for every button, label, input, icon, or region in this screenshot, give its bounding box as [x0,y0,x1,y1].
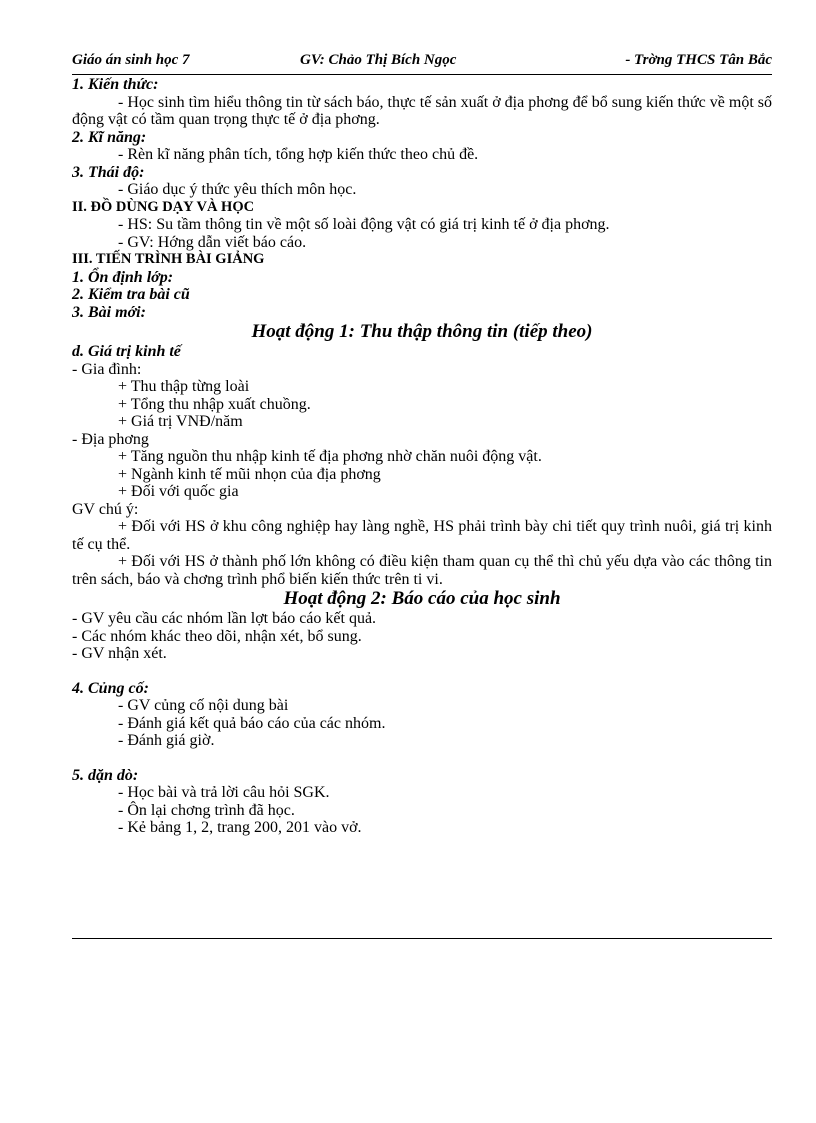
dan-do-item: - Ôn lại chơng trình đã học. [118,801,295,819]
do-dung-item: - HS: Su tầm thông tin về một số loài động vật có giá trị kinh tế ở địa phơng. [118,216,610,233]
dia-phuong-item: + Tăng nguồn thu nhập kinh tế địa phơng nhờ chăn nuôi động vật. [118,448,542,465]
gv-note-item: + Đối với HS ở thành phố lớn không có điều kiện tham quan cụ thể thì chủ yếu dựa vào các thông tin trên sách, báo và chơng trình phổ biến kiến thức trên ti vi. [72,553,772,588]
header-divider [72,74,772,75]
do-dung-item: - GV: Hớng dẫn viết báo cáo. [118,233,307,251]
spacer [72,750,772,767]
gv-note-label: GV chú ý: [72,500,139,518]
dia-phuong-label: - Địa phơng [72,430,149,448]
header-teacher: GV: Chảo Thị Bích Ngọc [300,52,457,68]
section-kien-thuc-text: - Học sinh tìm hiểu thông tin từ sách báo, thực tế sản xuất ở địa phơng để bổ sung kiến thức về một số động vật có tầm quan trọng thực tế ở địa phơng. [72,93,772,128]
gia-dinh-label: - Gia đình: [72,360,142,378]
section-kien-thuc-title: 1. Kiến thức: [72,76,159,93]
header-school: - Trờng THCS Tân Bắc [625,52,772,68]
step-bai-moi: 3. Bài mới: [72,303,146,321]
activity-2-item: - GV yêu cầu các nhóm lần lợt báo cáo kết quả. [72,610,377,627]
step-on-dinh: 1. Ổn định lớp: [72,268,174,286]
activity-1-subtitle: d. Giá trị kinh tế [72,343,181,360]
document-body [72,76,772,837]
dan-do-item: - Học bài và trả lời câu hỏi SGK. [118,784,330,801]
cung-co-item: - Đánh giá giờ. [118,732,215,749]
activity-2-item: - GV nhận xét. [72,645,167,662]
gia-dinh-item: + Giá trị VNĐ/năm [118,413,243,430]
dan-do-item: - Kẻ bảng 1, 2, trang 200, 201 vào vở. [118,819,362,836]
section-tien-trinh-title: III. TIẾN TRÌNH BÀI GIẢNG [72,251,265,267]
gia-dinh-item: + Thu thập từng loài [118,378,250,395]
activity-2-title: Hoạt động 2: Báo cáo của học sinh [283,588,561,609]
gia-dinh-item: + Tổng thu nhập xuất chuồng. [118,395,311,413]
gv-note-item: + Đối với HS ở khu công nghiệp hay làng nghề, HS phải trình bày chi tiết quy trình nuôi, giá trị kinh tế cụ thể. [72,518,772,553]
section-ki-nang-title: 2. Kĩ năng: [72,128,147,146]
cung-co-item: - GV củng cố nội dung bài [118,697,289,714]
dan-do-title: 5. dặn dò: [72,766,139,784]
section-ki-nang-text: - Rèn kĩ năng phân tích, tổng hợp kiến thức theo chủ đề. [118,146,479,163]
activity-1-title: Hoạt động 1: Thu thập thông tin (tiếp theo) [251,321,593,342]
spacer [72,663,772,680]
dia-phuong-item: + Ngành kinh tế mũi nhọn của địa phơng [118,465,381,483]
cung-co-title: 4. Củng cố: [72,679,149,697]
header-subject: Giáo án sinh học 7 [72,52,190,68]
page-header [72,52,772,74]
cung-co-item: - Đánh giá kết quả báo cáo của các nhóm. [118,714,386,732]
footer-divider [72,938,772,939]
section-do-dung-title: II. ĐỒ DÙNG DẠY VÀ HỌC [72,198,255,215]
section-thai-do-text: - Giáo dục ý thức yêu thích môn học. [118,181,357,198]
dia-phuong-item: + Đối với quốc gia [118,483,239,500]
activity-2-item: - Các nhóm khác theo dõi, nhận xét, bổ sung. [72,627,362,645]
section-thai-do-title: 3. Thái độ: [72,163,145,181]
step-kiem-tra: 2. Kiểm tra bài cũ [72,286,190,303]
